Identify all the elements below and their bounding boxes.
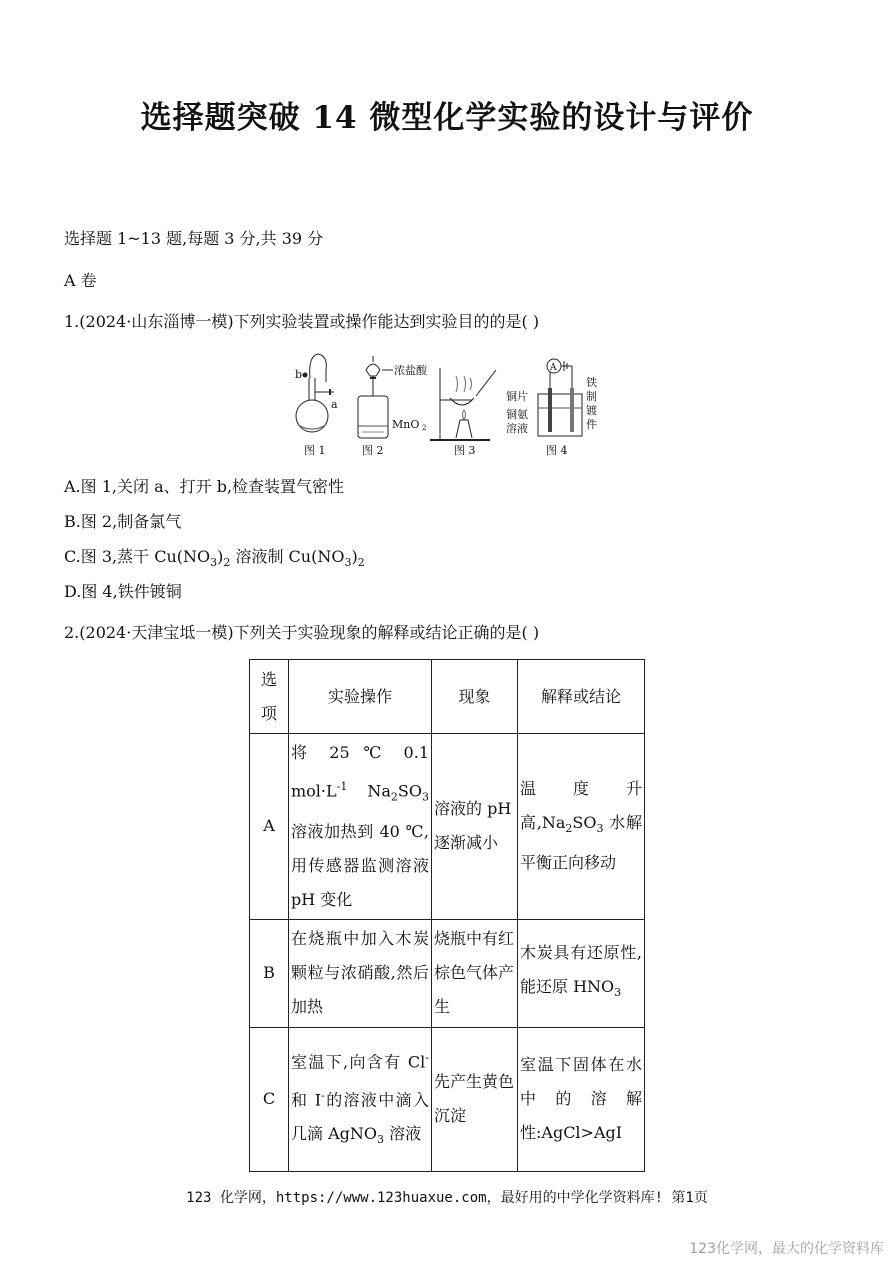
figure-2-bottle (358, 356, 428, 457)
header-option: 选 项 (250, 660, 289, 734)
label-mno2: MnO (392, 418, 420, 431)
label-iron-4: 件 (586, 418, 597, 431)
q1-option-b: B.图 2,制备氯气 (64, 512, 182, 531)
table-header-row (250, 660, 645, 734)
question-2-stem: 2.(2024·天津宝坻一模)下列关于实验现象的解释或结论正确的是( ) (64, 623, 540, 642)
label-conc-hcl: 浓盐酸 (394, 364, 427, 377)
q1-option-c: C.图 3,蒸干 $Cu(NO_3)_2$ 溶液制 $Cu(NO_3)_2$ (64, 547, 365, 570)
table-row (250, 1027, 645, 1171)
intro-text: 选择题 1~13 题,每题 3 分,共 39 分 (64, 229, 324, 248)
row-b-phenomenon: 烧瓶中有红棕色气体产生 (432, 919, 518, 1027)
row-b-explanation: 木炭具有还原性,能还原 $HNO_3$ (518, 919, 645, 1027)
header-explanation: 解释或结论 (518, 660, 645, 734)
figure-1-flask (295, 354, 338, 457)
svg-text:2: 2 (422, 424, 427, 432)
figure-2-caption: 图 2 (362, 444, 384, 457)
row-b-label: B (250, 919, 289, 1027)
row-a-label: A (250, 734, 289, 920)
label-iron-3: 镀 (586, 404, 597, 417)
row-c-explanation: 室温下固体在水中的溶解性:AgCl>AgI (518, 1027, 645, 1171)
header-phenomenon: 现象 (432, 660, 518, 734)
figure-4-caption: 图 4 (546, 444, 568, 457)
label-a: a (331, 398, 338, 411)
label-b: b (295, 368, 303, 381)
figure-1-caption: 图 1 (304, 444, 326, 457)
watermark: 123化学网，最大的化学资料库 (689, 1241, 884, 1257)
page-footer: 123 化学网，https://www.123huaxue.com，最好用的中学化学资料库! 第1页 (186, 1190, 708, 1206)
row-c-phenomenon: 先产生黄色沉淀 (432, 1027, 518, 1171)
header-operation: 实验操作 (289, 660, 432, 734)
q1-option-d: D.图 4,铁件镀铜 (64, 582, 182, 601)
row-a-operation: 将 25 ℃ 0.1 $mol\cdot L^{-1}$ $Na_2SO_3$ 溶液加热到 40 ℃,用传感器监测溶液 pH 变化 (289, 734, 432, 920)
figure-4-electroplating (506, 359, 597, 457)
question-2-table (249, 659, 645, 1172)
label-copper-plate: 铜片 (506, 390, 528, 403)
figure-3-caption: 图 3 (454, 444, 476, 457)
row-c-operation: 室温下,向含有 Cl-和 I-的溶液中滴入几滴 AgNO$_3$ 溶液 (289, 1027, 432, 1171)
page-title: 选择题突破 14 微型化学实验的设计与评价 (140, 100, 754, 136)
label-copper-ammonia-1: 铜氨 (506, 408, 528, 421)
figure-3-evaporation (430, 368, 496, 457)
label-iron-2: 制 (586, 390, 597, 403)
label-iron-1: 铁 (586, 376, 597, 389)
question-1-stem: 1.(2024·山东淄博一模)下列实验装置或操作能达到实验目的的是( ) (64, 312, 540, 331)
row-a-explanation: 温度升高$,Na_2SO_3$ 水解平衡正向移动 (518, 734, 645, 920)
q1-option-a: A.图 1,关闭 a、打开 b,检查装置气密性 (64, 477, 345, 496)
table-row (250, 734, 645, 920)
section-label: A 卷 (64, 271, 97, 290)
ammeter-label: A (550, 363, 557, 373)
label-copper-ammonia-2: 溶液 (506, 422, 528, 435)
table-row (250, 919, 645, 1027)
row-a-phenomenon: 溶液的 pH 逐渐减小 (432, 734, 518, 920)
row-b-operation: 在烧瓶中加入木炭颗粒与浓硝酸,然后加热 (289, 919, 432, 1027)
apparatus-figure (290, 348, 610, 460)
row-c-label: C (250, 1027, 289, 1171)
